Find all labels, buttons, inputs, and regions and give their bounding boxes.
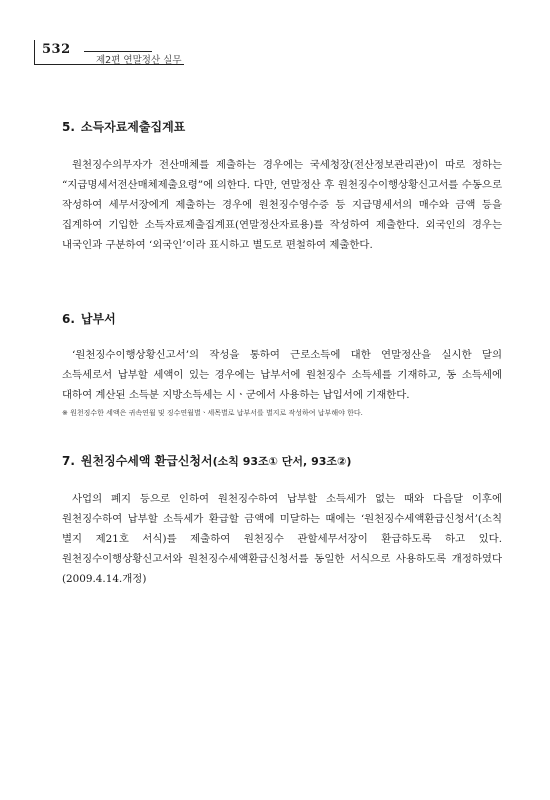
section-7-text: 사업의 폐지 등으로 인하여 원천징수하여 납부할 소득세가 없는 때와 다음달 이후에 원천징수하여 납부할 소득세가 환급할 금액에 미달하는 때에는 ‘원천징수세액환급신청서’(소칙 별지 제21호 서식)를 제출하여 원천징수 관할세무서장이 환급하도록 하고 있다. 원천징수이행상황신고서와 원천징수세액환급신청서를 동일한 서식으로 사용하도록 개정하였다(2009.4.14.개정) bbox=[62, 493, 502, 585]
section-6 bbox=[62, 310, 502, 419]
section-6-heading: 납부서 bbox=[80, 312, 116, 326]
section-6-note: ※ 원천징수한 세액은 귀속연월 및 징수연월별ㆍ세목별로 납부서를 별지로 작성하여 납부해야 한다. bbox=[62, 409, 363, 417]
part-title: 제2편 연말정산 실무 bbox=[96, 55, 182, 66]
section-5-heading: 소득자료제출집계표 bbox=[80, 120, 186, 134]
section-5-paragraph bbox=[62, 155, 502, 255]
section-5-text: 원천징수의무자가 전산매체를 제출하는 경우에는 국세청장(전산정보관리관)이 따로 정하는 “지급명세서전산매체제출요령”에 의한다. 다만, 연말정산 후 원천징수이행상황신고서를 수동으로 작성하여 세무서장에게 제출하는 경우에 원천징수영수증 등 지급명세서의 매수와 금액 등을 집계하여 기입한 소득자료제출집계표(연말정산자료용)를 작성하여 제출한다. 외국인의 경우는 내국인과 구분하여 ‘외국인’이라 표시하고 별도로 편철하여 제출한다. bbox=[62, 159, 502, 251]
section-6-paragraph bbox=[62, 345, 502, 405]
section-7-number: 7. bbox=[62, 454, 75, 468]
page-number: 532 bbox=[42, 42, 71, 57]
section-6-text: ‘원천징수이행상황신고서’의 작성을 통하여 근로소득에 대한 연말정산을 실시한 달의 소득세로서 납부할 세액이 있는 경우에는 납부서에 원천징수 소득세를 기재하고, 동 소득세에 대하여 계산된 소득분 지방소득세는 시ㆍ군에서 사용하는 납입서에 기재한다. bbox=[62, 349, 502, 401]
section-6-title bbox=[62, 310, 502, 327]
section-7-reference: (소칙 93조① 단서, 93조②) bbox=[212, 455, 352, 468]
section-5 bbox=[62, 118, 502, 255]
section-5-title bbox=[62, 118, 502, 135]
section-7-heading: 원천징수세액 환급신청서 bbox=[80, 454, 213, 468]
section-5-number: 5. bbox=[62, 120, 75, 134]
section-7 bbox=[62, 452, 502, 589]
section-7-title bbox=[62, 452, 502, 469]
page-header bbox=[34, 40, 194, 70]
section-6-number: 6. bbox=[62, 312, 75, 326]
header-vertical-rule bbox=[34, 40, 35, 64]
section-7-paragraph bbox=[62, 489, 502, 589]
